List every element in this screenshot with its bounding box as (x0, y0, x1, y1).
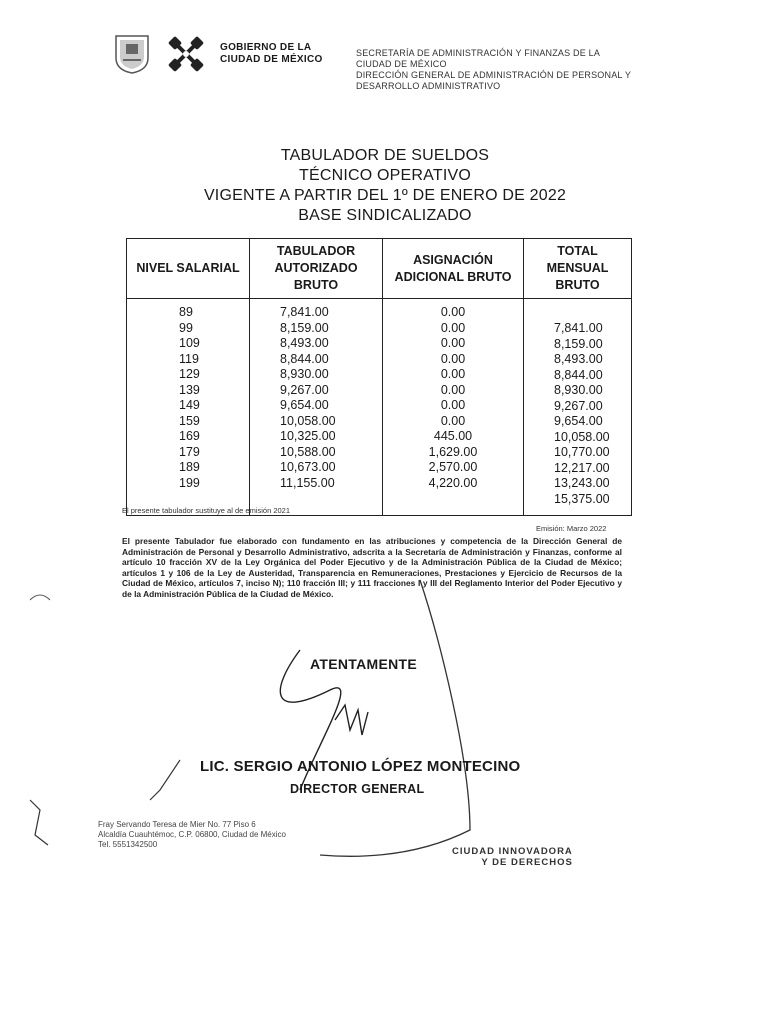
asignacion-cell: 0.00 (440, 336, 466, 350)
header-asignacion: ASIGNACIÓN ADICIONAL BRUTO (383, 239, 524, 299)
department-header (356, 48, 656, 92)
nivel-cell: 99 (179, 320, 193, 335)
column-asignacion (383, 299, 524, 516)
address-line: Tel. 5551342500 (98, 840, 158, 849)
total-cell: 9,654.00 (554, 414, 603, 428)
salary-table (126, 238, 632, 516)
signer-role: DIRECTOR GENERAL (290, 782, 425, 796)
tabulador-cell: 10,325.00 (280, 429, 336, 443)
nivel-cell: 129 (179, 367, 200, 381)
tabulador-cell: 8,493.00 (280, 336, 329, 350)
government-name-line1: GOBIERNO DE LA (220, 42, 312, 53)
address-line: Alcaldía Cuauhtémoc, C.P. 06800, Ciudad de México (98, 830, 286, 839)
nivel-cell: 159 (179, 413, 200, 428)
slogan-line2: Y DE DERECHOS (481, 857, 573, 868)
nivel-cell: 109 (179, 336, 200, 350)
header-tabulador: TABULADOR AUTORIZADO BRUTO (250, 239, 383, 299)
title-line2: TÉCNICO OPERATIVO (298, 167, 471, 184)
tabulador-cell: 8,930.00 (280, 367, 329, 381)
asignacion-cell: 4,220.00 (428, 475, 478, 490)
slogan-line1: CIUDAD INNOVADORA (452, 846, 573, 857)
column-total (524, 299, 632, 516)
tabulador-cell: 10,673.00 (280, 460, 336, 474)
footer-address (98, 820, 286, 850)
total-cell: 7,841.00 (554, 321, 603, 335)
asignacion-cell: 2,570.00 (428, 460, 478, 474)
title-line4: BASE SINDICALIZADO (298, 207, 472, 224)
nivel-cell: 149 (179, 398, 200, 412)
asignacion-cell: 1,629.00 (428, 444, 478, 459)
document-title (180, 146, 590, 226)
asignacion-cell: 445.00 (433, 429, 473, 443)
total-cell: 10,770.00 (554, 445, 610, 459)
nivel-cell: 89 (179, 305, 193, 319)
legal-paragraph: El presente Tabulador fue elaborado con fundamento en las atribuciones y competencia de la Dirección General de Administración de Personal y Desarrollo Administrativo, adscrita a la Secretaría de Administración y Finanzas, conforme al artículo 10 fracción XV de la Ley Orgánica del Poder Ejecutivo y de la Administración Pública de la Ciudad de México; artículos 1 y 106 de la Ley de Austeridad, Transparencia en Remuneraciones, Prestaciones y Ejercicio de Recursos de la Ciudad de México, artículos 7, inciso N); 110 fracción III; y 111 fracciones I y III del Reglamento Interior del Poder Ejecutivo y de la Administración Pública de la Ciudad de México. (122, 536, 622, 599)
title-line1: TABULADOR DE SUELDOS (280, 147, 490, 164)
total-cell: 8,930.00 (554, 383, 603, 397)
salary-table-container (126, 238, 632, 516)
emission-note: Emisión: Marzo 2022 (536, 524, 607, 533)
cdmx-logo-icon (166, 34, 206, 74)
nivel-cell: 139 (179, 382, 200, 397)
total-cell: 8,493.00 (554, 352, 603, 366)
nivel-cell: 189 (179, 460, 200, 474)
column-tabulador (250, 299, 383, 516)
department-line: CIUDAD DE MÉXICO (356, 59, 447, 69)
asignacion-cell: 0.00 (440, 320, 466, 335)
department-line: DESARROLLO ADMINISTRATIVO (356, 81, 501, 91)
asignacion-cell: 0.00 (440, 398, 466, 412)
department-line: SECRETARÍA DE ADMINISTRACIÓN Y FINANZAS DE LA (356, 48, 601, 58)
coat-of-arms-icon (112, 34, 152, 74)
column-nivel (127, 299, 250, 516)
government-name-line2: CIUDAD DE MÉXICO (220, 54, 323, 65)
footer-slogan (452, 846, 573, 868)
total-cell: 10,058.00 (554, 429, 610, 444)
total-cell: 8,844.00 (554, 367, 603, 382)
nivel-cell: 199 (179, 475, 200, 490)
tabulador-cell: 10,058.00 (280, 413, 336, 428)
table-body-row (127, 299, 632, 516)
tabulador-cell: 8,844.00 (280, 351, 329, 366)
asignacion-cell: 0.00 (440, 367, 466, 381)
substitution-note: El presente tabulador sustituye al de emisión 2021 (122, 506, 291, 515)
asignacion-cell: 0.00 (440, 305, 466, 319)
total-cell: 12,217.00 (554, 460, 610, 475)
tabulador-cell: 8,159.00 (280, 320, 329, 335)
closing-text: ATENTAMENTE (310, 656, 417, 672)
government-header (112, 34, 323, 74)
tabulador-cell: 9,654.00 (280, 398, 329, 412)
total-cell: 15,375.00 (554, 491, 610, 506)
nivel-cell: 179 (179, 444, 200, 459)
asignacion-cell: 0.00 (440, 413, 466, 428)
total-cell: 9,267.00 (554, 398, 603, 413)
address-line: Fray Servando Teresa de Mier No. 77 Piso 6 (98, 820, 256, 829)
asignacion-cell: 0.00 (440, 382, 466, 397)
total-cell: 13,243.00 (554, 476, 610, 490)
tabulador-cell: 11,155.00 (280, 475, 335, 490)
government-name (220, 42, 323, 66)
department-line: DIRECCIÓN GENERAL DE ADMINISTRACIÓN DE PERSONAL Y (356, 70, 632, 80)
nivel-cell: 169 (179, 429, 200, 443)
header-total: TOTAL MENSUAL BRUTO (524, 239, 632, 299)
table-header-row (127, 239, 632, 299)
tabulador-cell: 9,267.00 (280, 382, 329, 397)
tabulador-cell: 7,841.00 (280, 305, 329, 319)
signer-name: LIC. SERGIO ANTONIO LÓPEZ MONTECINO (200, 758, 521, 775)
title-line3: VIGENTE A PARTIR DEL 1º DE ENERO DE 2022 (203, 187, 567, 204)
asignacion-cell: 0.00 (440, 351, 466, 366)
tabulador-cell: 10,588.00 (280, 444, 336, 459)
total-cell: 8,159.00 (554, 336, 603, 351)
header-nivel: NIVEL SALARIAL (127, 239, 250, 299)
nivel-cell: 119 (179, 351, 199, 366)
